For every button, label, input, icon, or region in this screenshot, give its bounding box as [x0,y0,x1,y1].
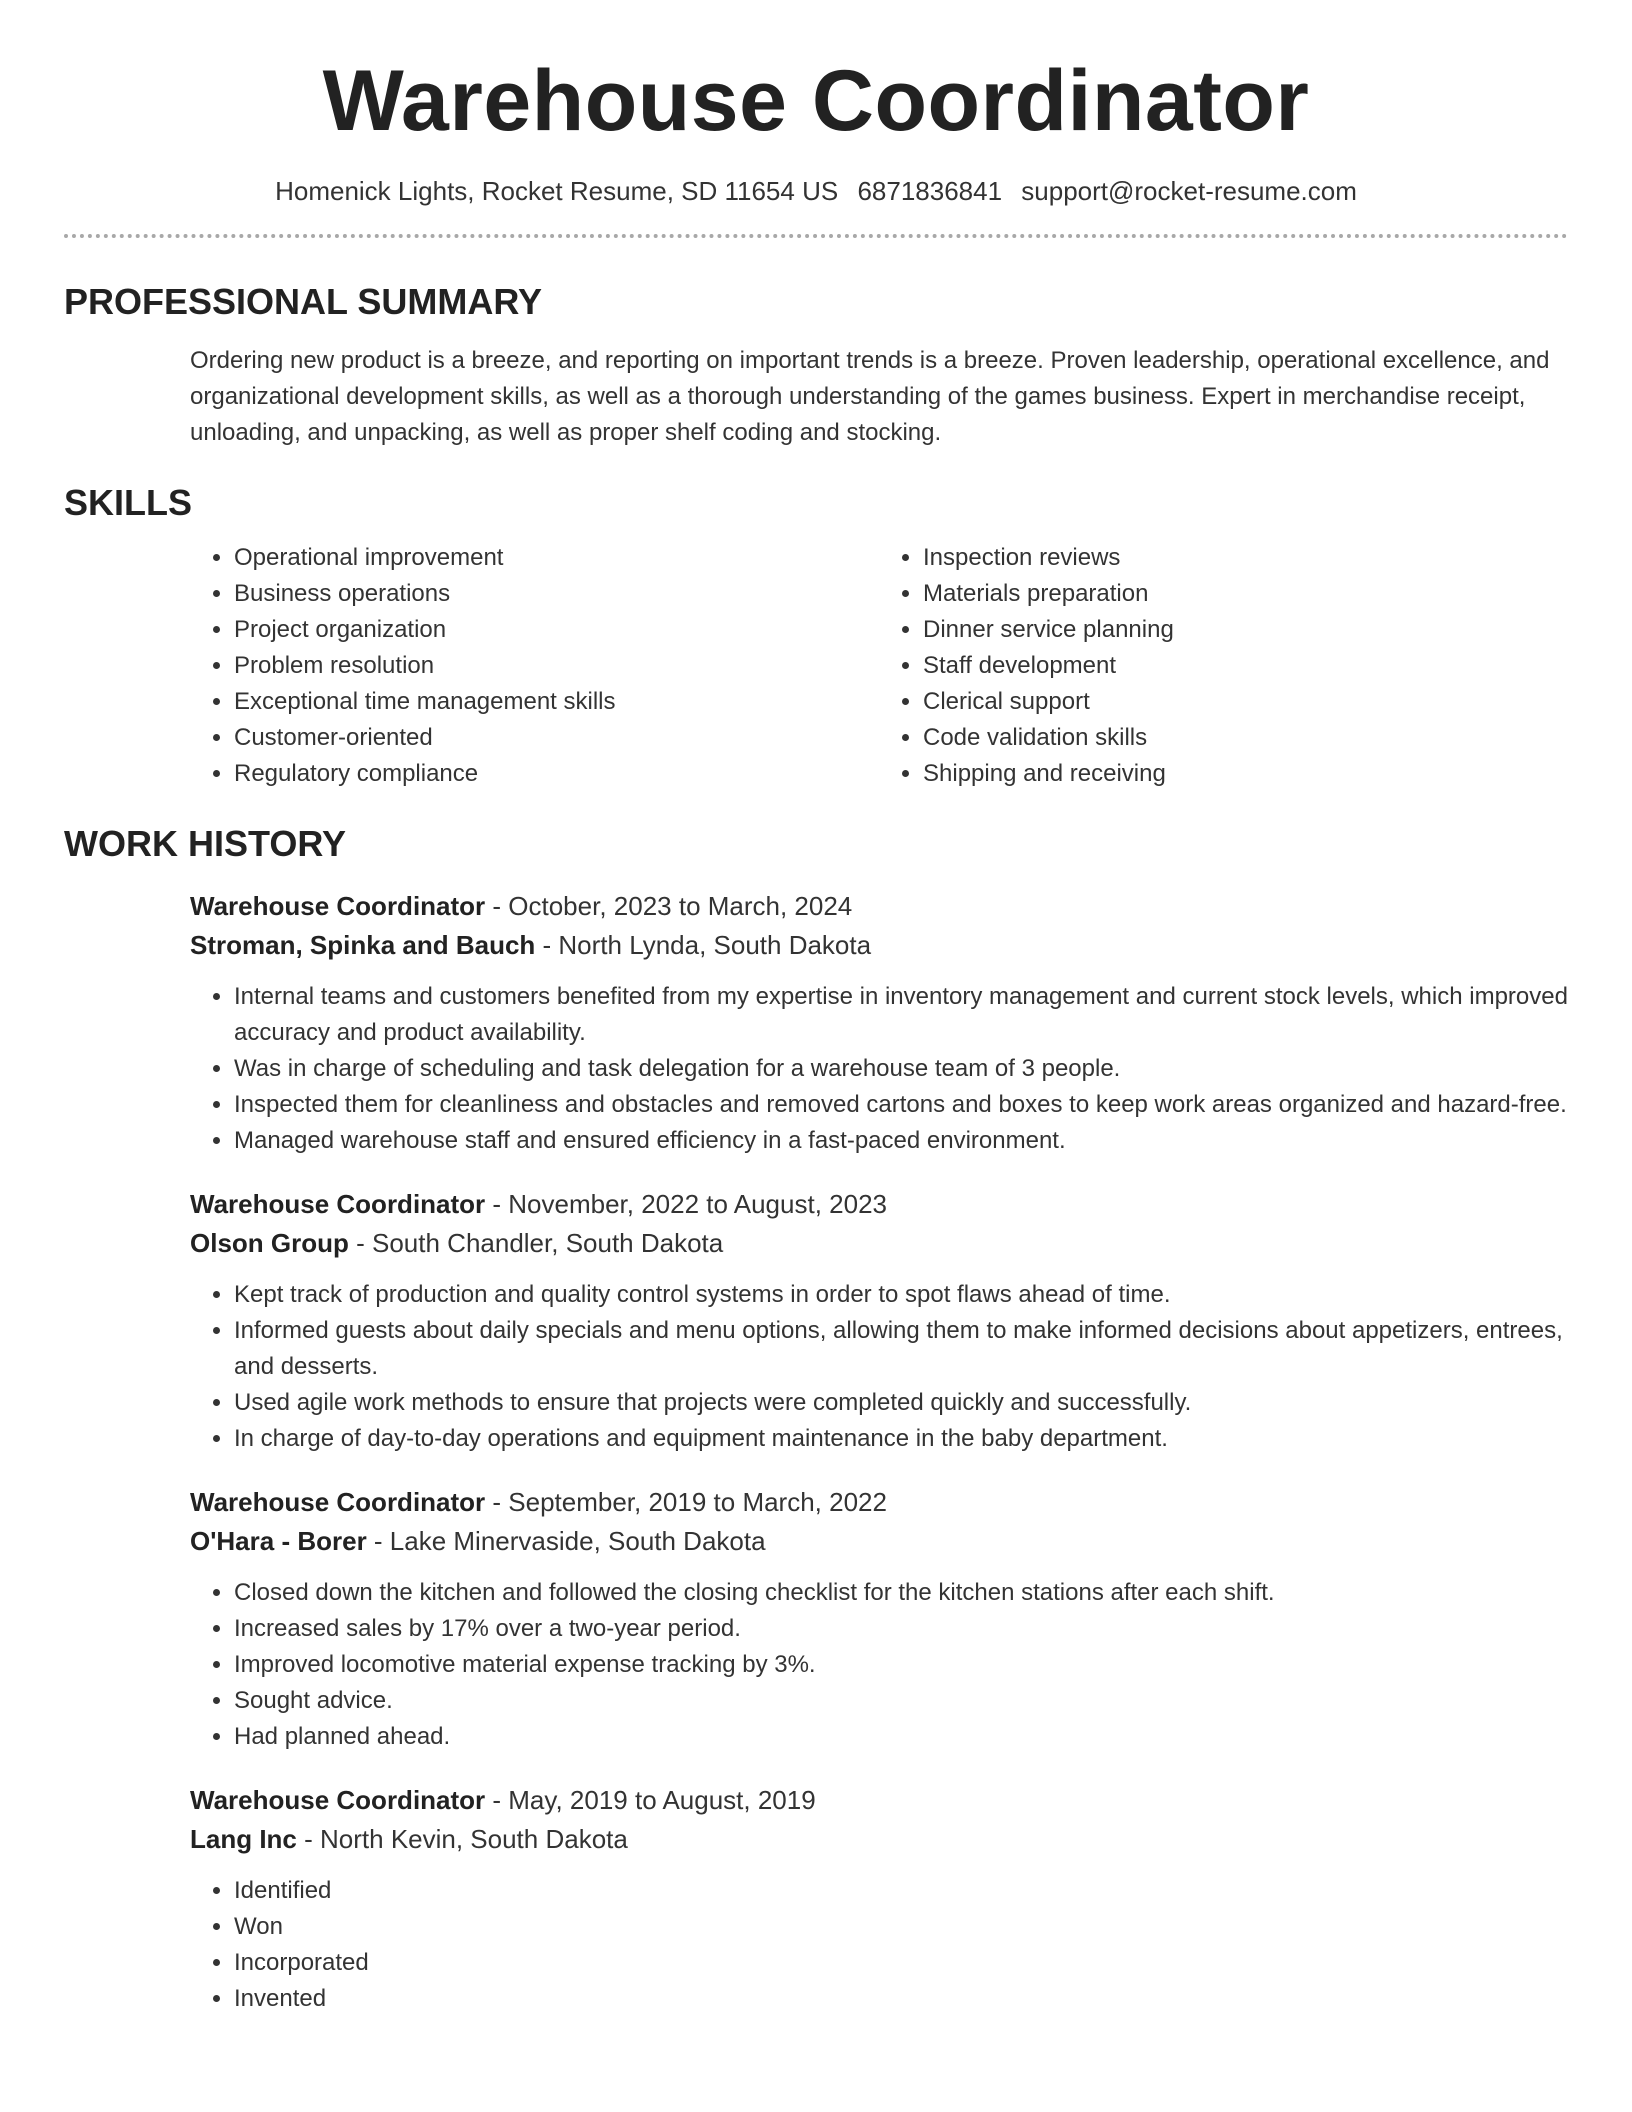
skill-item: • Staff development [923,648,1568,684]
job-bullet: • In charge of day-to-day operations and equipment maintenance in the baby department. [234,1421,1568,1457]
contact-email[interactable]: support@rocket-resume.com [1021,176,1357,207]
job-bullet: • Closed down the kitchen and followed the closing checklist for the kitchen stations after each shift. [234,1575,1568,1611]
job-bullet: • Kept track of production and quality control systems in order to spot flaws ahead of time. [234,1277,1568,1313]
job-bullets [190,1873,1568,2017]
job-bullets [190,1575,1568,1755]
skill-item: • Shipping and receiving [923,756,1568,792]
job-role: Warehouse Coordinator [190,891,486,922]
header-divider [64,234,1568,238]
job-company: Stroman, Spinka and Bauch [190,930,536,961]
job-company-line [190,1522,1568,1561]
job-bullet: • Informed guests about daily specials and menu options, allowing them to make informed decisions about appetizers, entrees, and desserts. [234,1313,1568,1385]
job-bullet: • Was in charge of scheduling and task delegation for a warehouse team of 3 people. [234,1051,1568,1087]
skills-list-left [190,540,879,792]
job-bullet: • Incorporated [234,1945,1568,1981]
skill-item: • Materials preparation [923,576,1568,612]
summary-section [64,280,1568,451]
job-entry [190,1781,1568,2017]
skill-item: • Customer-oriented [234,720,879,756]
job-bullet: • Identified [234,1873,1568,1909]
job-entry [190,1483,1568,1755]
job-bullet: • Sought advice. [234,1683,1568,1719]
skill-item: • Code validation skills [923,720,1568,756]
contact-phone: 6871836841 [857,176,1003,207]
skill-item: • Inspection reviews [923,540,1568,576]
job-entry [190,1185,1568,1457]
job-role-line [190,1781,1568,1820]
job-company: Lang Inc [190,1824,297,1855]
skill-item: • Dinner service planning [923,612,1568,648]
skill-item: • Project organization [234,612,879,648]
candidate-name: Warehouse Coordinator [322,53,1310,149]
skill-item: • Regulatory compliance [234,756,879,792]
job-dates: - September, 2019 to March, 2022 [485,1487,887,1518]
skill-item: • Operational improvement [234,540,879,576]
skill-item: • Clerical support [923,684,1568,720]
work-history-section [64,822,1568,2017]
job-company: O'Hara - Borer [190,1526,367,1557]
work-history-title: WORK HISTORY [64,822,347,864]
summary-title: PROFESSIONAL SUMMARY [64,280,543,322]
contact-address: Homenick Lights, Rocket Resume, SD 11654 US [275,176,839,207]
job-role-line [190,887,1568,926]
skills-list-right [879,540,1568,792]
skills-columns [190,540,1568,792]
job-bullet: • Had planned ahead. [234,1719,1568,1755]
job-bullet: • Internal teams and customers benefited from my expertise in inventory management and current stock levels, which improved accuracy and product availability. [234,979,1568,1051]
job-bullets [190,1277,1568,1457]
job-bullets [190,979,1568,1159]
summary-text: Ordering new product is a breeze, and reporting on important trends is a breeze. Proven leadership, operational excellence, and organizational development skills, as well as a thorough understanding of the games business. Expert in merchandise receipt, unloading, and unpacking, as well as proper shelf coding and stocking. [190,346,1550,446]
job-role-line [190,1483,1568,1522]
contact-line [64,173,1568,209]
job-bullet: • Used agile work methods to ensure that projects were completed quickly and successfully. [234,1385,1568,1421]
job-bullet: • Inspected them for cleanliness and obstacles and removed cartons and boxes to keep work areas organized and hazard-free. [234,1087,1568,1123]
job-role-line [190,1185,1568,1224]
skills-title: SKILLS [64,481,193,523]
job-company-line [190,926,1568,965]
job-entry [190,887,1568,1159]
job-company-line [190,1224,1568,1263]
job-bullet: • Won [234,1909,1568,1945]
skills-section [64,481,1568,792]
job-role: Warehouse Coordinator [190,1189,486,1220]
resume-header [64,0,1568,210]
job-bullet: • Invented [234,1981,1568,2017]
job-role: Warehouse Coordinator [190,1785,486,1816]
job-company: Olson Group [190,1228,349,1259]
job-location: - North Lynda, South Dakota [535,930,872,961]
job-bullet: • Improved locomotive material expense tracking by 3%. [234,1647,1568,1683]
job-bullet: • Increased sales by 17% over a two-year period. [234,1611,1568,1647]
skill-item: • Exceptional time management skills [234,684,879,720]
job-company-line [190,1820,1568,1859]
job-location: - South Chandler, South Dakota [348,1228,724,1259]
job-location: - North Kevin, South Dakota [296,1824,628,1855]
job-location: - Lake Minervaside, South Dakota [366,1526,766,1557]
job-bullet: • Managed warehouse staff and ensured efficiency in a fast-paced environment. [234,1123,1568,1159]
job-dates: - October, 2023 to March, 2024 [485,891,853,922]
skill-item: • Problem resolution [234,648,879,684]
job-role: Warehouse Coordinator [190,1487,486,1518]
job-dates: - May, 2019 to August, 2019 [485,1785,816,1816]
skill-item: • Business operations [234,576,879,612]
job-dates: - November, 2022 to August, 2023 [485,1189,887,1220]
